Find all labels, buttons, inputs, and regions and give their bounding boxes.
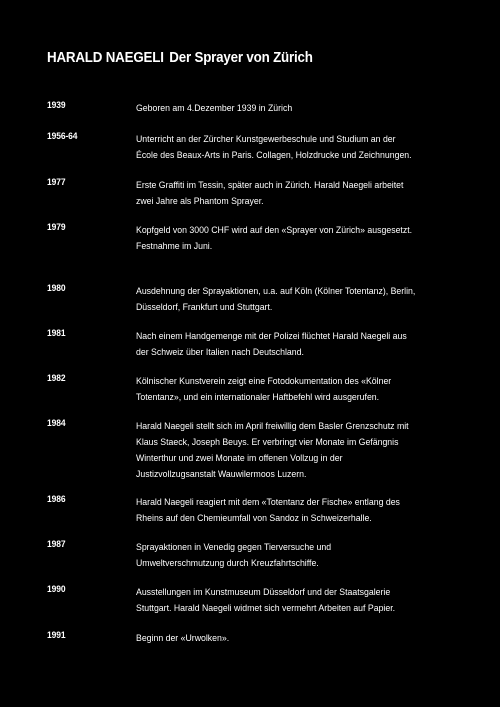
timeline-year: 1984 [47, 418, 66, 428]
timeline-description [136, 222, 478, 254]
timeline-year: 1982 [47, 373, 66, 383]
description-line: Justizvollzugsanstalt Wauwilermoos Luzern. [136, 469, 307, 479]
timeline-description [136, 539, 478, 571]
timeline-year: 1977 [47, 177, 66, 187]
timeline-year: 1990 [47, 584, 66, 594]
description-line: Kölnischer Kunstverein zeigt eine Fotodokumentation des «Kölner [136, 376, 392, 386]
description-line: Geboren am 4.Dezember 1939 in Zürich [136, 103, 293, 113]
description-line: École des Beaux-Arts in Paris. Collagen, Holzdrucke und Zeichnungen. [136, 150, 412, 160]
timeline-year: 1939 [47, 100, 66, 110]
timeline-description [136, 283, 478, 315]
description-line: Stuttgart. Harald Naegeli widmet sich vermehrt Arbeiten auf Papier. [136, 603, 396, 613]
description-line: Umweltverschmutzung durch Kreuzfahrtschiffe. [136, 558, 319, 568]
description-line: Düsseldorf, Frankfurt und Stuttgart. [136, 302, 273, 312]
description-line: Ausdehnung der Sprayaktionen, u.a. auf Köln (Kölner Totentanz), Berlin, [136, 286, 416, 296]
description-line: Erste Graffiti im Tessin, später auch in Zürich. Harald Naegeli arbeitet [136, 180, 404, 190]
timeline-year: 1981 [47, 328, 66, 338]
timeline-year: 1991 [47, 630, 66, 640]
description-line: Festnahme im Juni. [136, 241, 213, 251]
description-line: Harald Naegeli stellt sich im April freiwillig dem Basler Grenzschutz mit [136, 421, 409, 431]
timeline-year: 1979 [47, 222, 66, 232]
description-line: Ausstellungen im Kunstmuseum Düsseldorf und der Staatsgalerie [136, 587, 391, 597]
timeline-description [136, 100, 478, 116]
title-subtitle: Der Sprayer von Zürich [169, 50, 313, 66]
timeline-description [136, 131, 478, 163]
timeline-description [136, 630, 478, 646]
description-line: Winterthur und zwei Monate im offenen Vollzug in der [136, 453, 343, 463]
timeline-description [136, 494, 478, 526]
timeline-description [136, 177, 478, 209]
description-line: Beginn der «Urwolken». [136, 633, 230, 643]
description-line: Nach einem Handgemenge mit der Polizei flüchtet Harald Naegeli aus [136, 331, 407, 341]
timeline-year: 1986 [47, 494, 66, 504]
description-line: der Schweiz über Italien nach Deutschland. [136, 347, 304, 357]
description-line: Rheins auf den Chemieumfall von Sandoz in Schweizerhalle. [136, 513, 372, 523]
timeline-year: 1987 [47, 539, 66, 549]
description-line: Klaus Staeck, Joseph Beuys. Er verbringt vier Monate im Gefängnis [136, 437, 399, 447]
timeline-description [136, 584, 478, 616]
timeline-year: 1980 [47, 283, 66, 293]
description-line: Kopfgeld von 3000 CHF wird auf den «Sprayer von Zürich» ausgesetzt. [136, 225, 413, 235]
description-line: Harald Naegeli reagiert mit dem «Totentanz der Fische» entlang des [136, 497, 400, 507]
title-name: HARALD NAEGELI [47, 50, 164, 66]
timeline-description [136, 373, 478, 405]
timeline-year: 1956-64 [47, 131, 78, 141]
description-line: Sprayaktionen in Venedig gegen Tierversuche und [136, 542, 332, 552]
description-line: zwei Jahre als Phantom Sprayer. [136, 196, 264, 206]
description-line: Totentanz», und ein internationaler Haftbefehl wird ausgerufen. [136, 392, 380, 402]
timeline-description [136, 418, 478, 482]
timeline-description [136, 328, 478, 360]
page-title [47, 50, 313, 66]
description-line: Unterricht an der Zürcher Kunstgewerbeschule und Studium an der [136, 134, 396, 144]
